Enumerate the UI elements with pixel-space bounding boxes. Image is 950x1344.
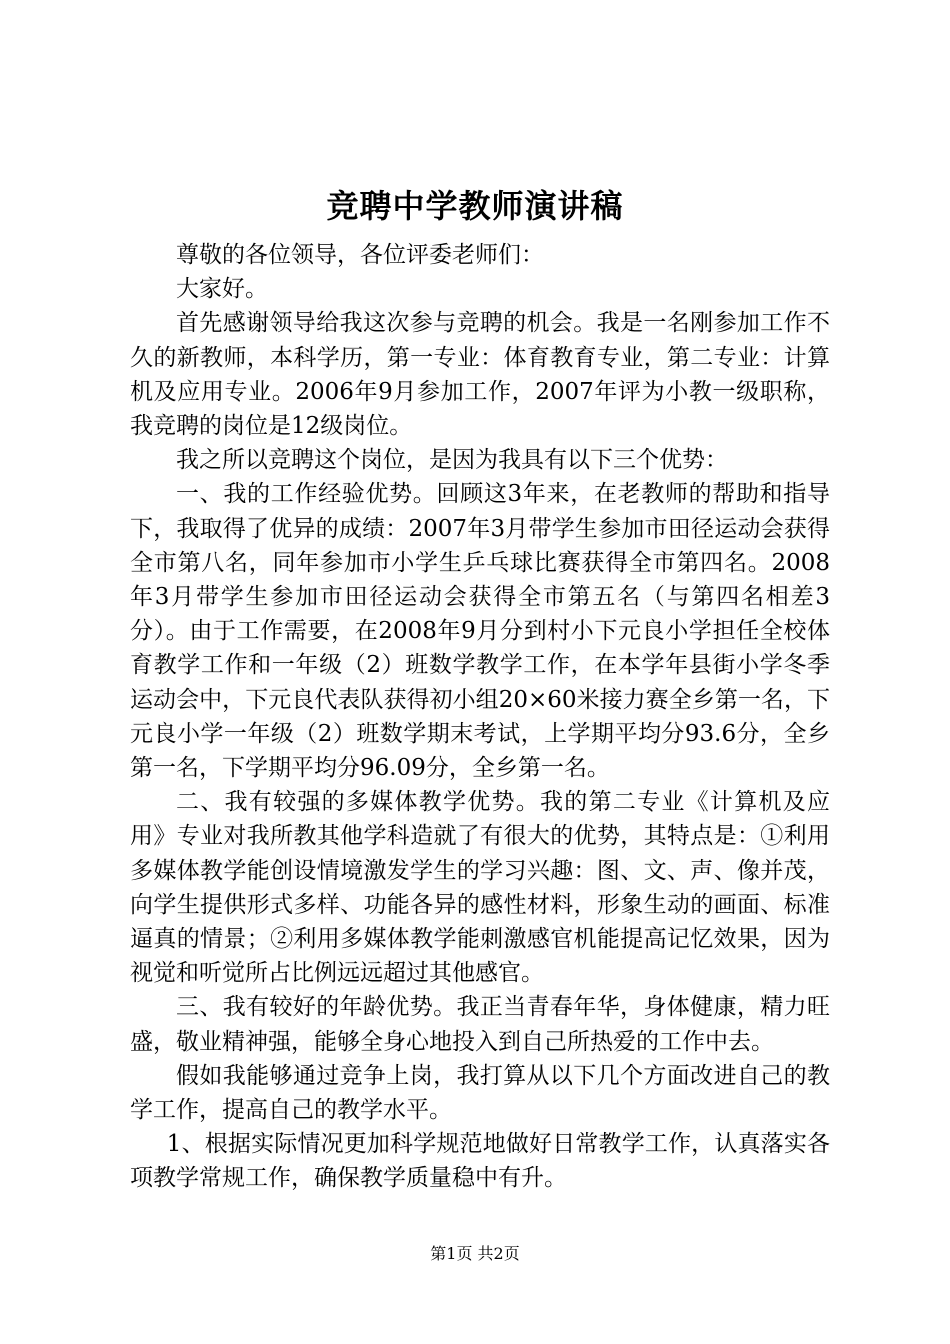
paragraph-plan-item-1: 1、根据实际情况更加科学规范地做好日常教学工作，认真落实各项教学常规工作，确保教学质量稳中有升。: [130, 1131, 830, 1192]
paragraph-advantage-age: 三、我有较好的年龄优势。我正当青春年华，身体健康，精力旺盛，敬业精神强，能够全身心地投入到自己所热爱的工作中去。: [130, 994, 830, 1055]
page-number-footer: 第1页 共2页: [430, 1244, 520, 1263]
paragraph-advantage-experience: 一、我的工作经验优势。回顾这3年来，在老教师的帮助和指导下，我取得了优异的成绩：2007年3月带学生参加市田径运动会获得全市第八名，同年参加市小学生乒乓球比赛获得全市第四名。2008年3月带学生参加市田径运动会获得全市第五名（与第四名相差3分）。由于工作需要，在2008年9月分到村小下元良小学担任全校体育教学工作和一年级（2）班数学教学工作，在本学年县街小学冬季运动会中，下元良代表队获得初小组20×60米接力赛全乡第一名，下元良小学一年级（2）班数学期末考试，上学期平均分93.6分，全乡第一名，下学期平均分96.09分，全乡第一名。: [130, 481, 830, 782]
greeting: 大家好。: [176, 276, 268, 303]
document-body: [130, 238, 830, 1196]
paragraph-plan-lead: 假如我能够通过竞争上岗，我打算从以下几个方面改进自己的教学工作，提高自己的教学水平。: [130, 1062, 830, 1124]
document-title: 竞聘中学教师演讲稿: [326, 187, 624, 225]
paragraph-advantages-lead: 我之所以竞聘这个岗位，是因为我具有以下三个优势：: [176, 447, 728, 474]
paragraph-advantage-multimedia: 二、我有较强的多媒体教学优势。我的第二专业《计算机及应用》专业对我所教其他学科造就了有很大的优势，其特点是：①利用多媒体教学能创设情境激发学生的学习兴趣：图、文、声、像并茂，向学生提供形式多样、功能各异的感性材料，形象生动的画面、标准逼真的情景；②利用多媒体教学能刺激感官机能提高记忆效果，因为视觉和听觉所占比例远远超过其他感官。: [130, 789, 830, 987]
salutation: 尊敬的各位领导，各位评委老师们：: [176, 242, 544, 268]
paragraph-intro: 首先感谢领导给我这次参与竞聘的机会。我是一名刚参加工作不久的新教师，本科学历，第一专业：体育教育专业，第二专业：计算机及应用专业。2006年9月参加工作，2007年评为小教一级职称，我竞聘的岗位是12级岗位。: [130, 310, 830, 440]
